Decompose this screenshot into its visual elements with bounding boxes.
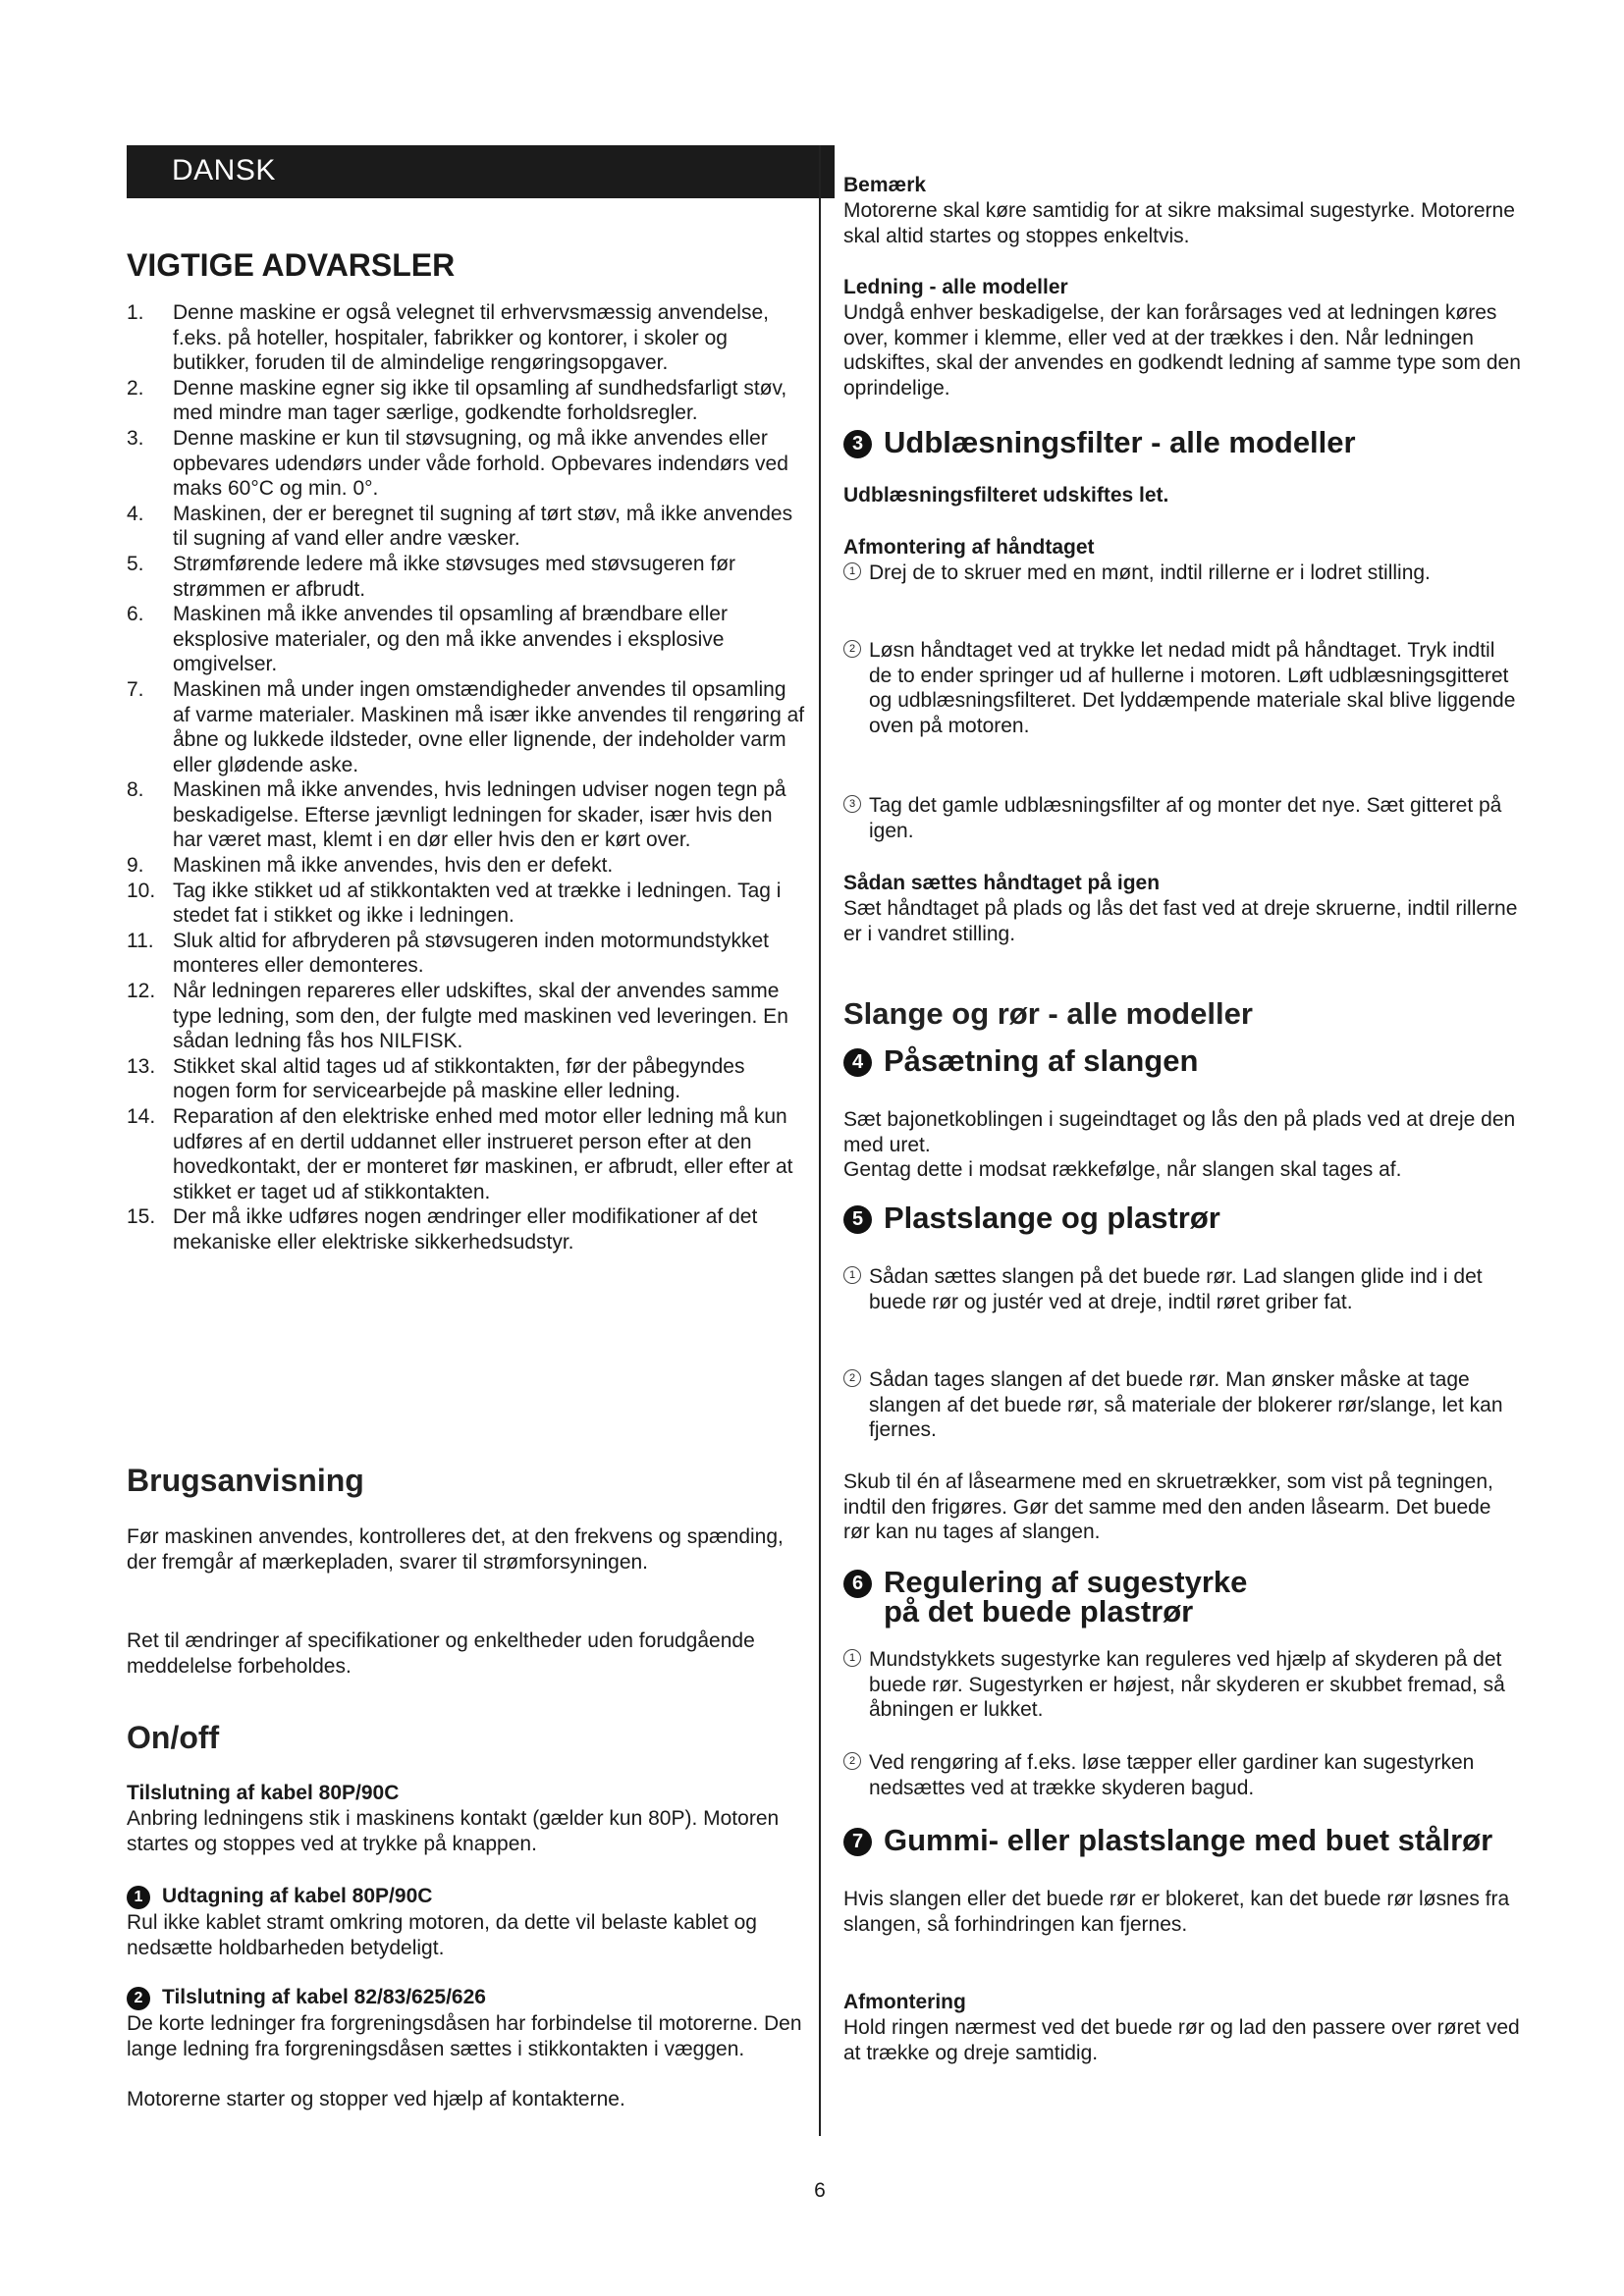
refit-text: Sæt håndtaget på plads og lås det fast ved at dreje skruerne, indtil rillerne er i vandret stilling. [843, 897, 1518, 945]
warning-item: 13. Stikket skal altid tages ud af stikkontakten, før der påbegyndes nogen form for servicearbejde på maskine eller ledning. [127, 1054, 745, 1103]
warning-item: 4. Maskinen, der er beregnet til sugning af tørt støv, må ikke anvendes til sugning af vand eller andre væsker. [127, 502, 793, 551]
refit-title: Sådan sættes håndtaget på igen [843, 872, 1161, 894]
section-5-title: 5 Plastslange og plastrør [843, 1203, 1220, 1234]
section-6-title: 6 Regulering af sugestyrke på det buede plastrør [843, 1569, 1247, 1626]
handle-step-3: 3 Tag det gamle udblæsningsfilter af og monter det nye. Sæt gitteret på igen. [843, 793, 1521, 843]
column-divider [819, 145, 821, 2136]
warning-item: 9. Maskinen må ikke anvendes, hvis den er defekt. [127, 854, 614, 878]
number-7-badge: 7 [843, 1828, 872, 1856]
dismount-text: Hold ringen nærmest ved det buede rør og lad den passere over røret ved at trække og dreje samtidig. [843, 2016, 1520, 2064]
step-number-circle: 3 [843, 795, 861, 813]
section-2-title: 2 Tilslutning af kabel 82/83/625/626 [127, 1985, 486, 2010]
handle-step-2: 2 Løsn håndtaget ved at trykke let nedad midt på håndtaget. Tryk indtil de to ender springer ud af hullerne i motoren. Løft udblæsningsgitteret og udblæsningsfilteret. Det lyddæmpende materiale skal blive liggende oven på motoren. [843, 638, 1521, 738]
onoff-title: On/off [127, 1720, 220, 1755]
warning-item: 2. Denne maskine egner sig ikke til opsamling af sundhedsfarligt støv, med mindre man tager særlige, godkendte forholdsregler. [127, 376, 787, 425]
usage-paragraph-2: Ret til ændringer af specifikationer og enkeltheder uden forudgående meddelelse forbeholdes. [127, 1629, 755, 1678]
cord-text: Undgå enhver beskadigelse, der kan forårsages ved at ledningen køres over, kommer i klemme, eller ved at der trækkes i den. Når ledningen udskiftes, skal der anvendes en godkendt ledning af samme type som den oprindelige. [843, 301, 1521, 400]
warning-item: 11. Sluk altid for afbryderen på støvsugeren inden motormundstykket monteres eller demonteres. [127, 929, 769, 978]
language-header-bar [127, 145, 835, 198]
section-7-title: 7 Gummi- eller plastslange med buet stålrør [843, 1826, 1492, 1856]
section-2-text-1: De korte ledninger fra forgreningsdåsen har forbindelse til motorerne. Den lange ledning fra forgreningsdåsen sættes i stikkontakten i væggen. [127, 2012, 802, 2060]
cord-title: Ledning - alle modeller [843, 276, 1068, 298]
hose-step-1: 1 Sådan sættes slangen på det buede rør. Lad slangen glide ind i det buede rør og justér ved at dreje, indtil røret griber fat. [843, 1264, 1521, 1314]
cable-80p-90c-text: Anbring ledningens stik i maskinens kontakt (gælder kun 80P). Motoren startes og stoppes ved at trykke på knappen. [127, 1807, 780, 1855]
warning-item: 10. Tag ikke stikket ud af stikkontakten ved at trække i ledningen. Tag i stedet fat i stikket og ikke i ledningen. [127, 879, 782, 928]
handle-removal-title: Afmontering af håndtaget [843, 536, 1095, 559]
warning-item: 3. Denne maskine er kun til støvsugning, og må ikke anvendes eller opbevares udendørs under våde forhold. Opbevares indendørs ved maks 60°C og min. 0°. [127, 426, 788, 501]
hose-section-title: Slange og rør - alle modeller [843, 996, 1253, 1031]
section-1-text: Rul ikke kablet stramt omkring motoren, da dette vil belaste kablet og nedsætte holdbarheden betydeligt. [127, 1911, 757, 1959]
number-5-badge: 5 [843, 1205, 872, 1234]
warning-item: 14. Reparation af den elektriske enhed med motor eller ledning må kun udføres af en dertil uddannet eller instrueret person efter at den hovedkontakt, der er monteret før maskinen, er afbrudt, eller efter at stikket er taget ud af stikkontakten. [127, 1105, 793, 1203]
section-5-text: Skub til én af låsearmene med en skruetrækker, som vist på tegningen, indtil den frigøres. Gør det samme med den anden låsearm. Det buede rør kan nu tages af slangen. [843, 1470, 1493, 1544]
dismount-title: Afmontering [843, 1991, 966, 2013]
number-2-badge: 2 [127, 1987, 150, 2010]
suction-step-1: 1 Mundstykkets sugestyrke kan reguleres ved hjælp af skyderen på det buede rør. Sugestyrken er højest, når skyderen er skubbet fremad, så åbningen er lukket. [843, 1647, 1521, 1723]
section-1-title: 1 Udtagning af kabel 80P/90C [127, 1884, 432, 1909]
step-number-circle: 1 [843, 1266, 861, 1284]
section-3-title: 3 Udblæsningsfilter - alle modeller [843, 428, 1356, 458]
handle-step-1: 1 Drej de to skruer med en mønt, indtil rillerne er i lodret stilling. [843, 561, 1521, 586]
warning-item: 8. Maskinen må ikke anvendes, hvis ledningen udviser nogen tegn på beskadigelse. Efterse jævnligt ledningen for skader, især hvis den har været mast, klemt i en dør eller hvis den er kørt over. [127, 778, 786, 852]
step-number-circle: 1 [843, 562, 861, 580]
step-number-circle: 2 [843, 1752, 861, 1770]
step-number-circle: 1 [843, 1649, 861, 1667]
warning-item: 7. Maskinen må under ingen omstændigheder anvendes til opsamling af varme materialer. Maskinen må især ikke anvendes til rengøring af åbne og lukkede ildsteder, ovne eller lignende, der indeholder varm eller glødende aske. [127, 677, 805, 776]
warnings-title: VIGTIGE ADVARSLER [127, 247, 456, 283]
step-number-circle: 2 [843, 640, 861, 658]
section-7-text: Hvis slangen eller det buede rør er blokeret, kan det buede rør løsnes fra slangen, så forhindringen kan fjernes. [843, 1888, 1510, 1936]
section-2-text-2: Motorerne starter og stopper ved hjælp af kontakterne. [127, 2088, 625, 2110]
warning-item: 6. Maskinen må ikke anvendes til opsamling af brændbare eller eksplosive materialer, og den må ikke anvendes i eksplosive omgivelser. [127, 603, 728, 676]
number-1-badge: 1 [127, 1886, 150, 1909]
section-3-lead: Udblæsningsfilteret udskiftes let. [843, 484, 1169, 507]
number-6-badge: 6 [843, 1570, 872, 1598]
usage-title: Brugsanvisning [127, 1463, 364, 1498]
warning-item: 12. Når ledningen repareres eller udskiftes, skal der anvendes samme type ledning, som den, der fulgte med maskinen ved leveringen. En sådan ledning fås hos NILFISK. [127, 980, 788, 1053]
warning-item: 15. Der må ikke udføres nogen ændringer eller modifikationer af det mekaniske eller elektriske sikkerhedsudstyr. [127, 1205, 758, 1254]
warnings-list [127, 300, 806, 1255]
section-4-text-1: Sæt bajonetkoblingen i sugeindtaget og lås den på plads ved at dreje den med uret. [843, 1108, 1516, 1156]
section-4-text-2: Gentag dette i modsat rækkefølge, når slangen skal tages af. [843, 1158, 1402, 1181]
note-title: Bemærk [843, 174, 927, 196]
suction-step-2: 2 Ved rengøring af f.eks. løse tæpper eller gardiner kan sugestyrken nedsættes ved at trække skyderen bagud. [843, 1750, 1521, 1800]
section-4-title: 4 Påsætning af slangen [843, 1046, 1198, 1077]
number-3-badge: 3 [843, 430, 872, 458]
language-label: DANSK [172, 154, 276, 187]
hose-step-2: 2 Sådan tages slangen af det buede rør. Man ønsker måske at tage slangen af det buede rør, så materiale der blokerer rør/slange, let kan fjernes. [843, 1367, 1521, 1443]
step-number-circle: 2 [843, 1369, 861, 1387]
note-text: Motorerne skal køre samtidig for at sikre maksimal sugestyrke. Motorerne skal altid startes og stoppes enkeltvis. [843, 199, 1515, 247]
cable-80p-90c-title: Tilslutning af kabel 80P/90C [127, 1782, 400, 1804]
page-number: 6 [814, 2179, 826, 2202]
number-4-badge: 4 [843, 1048, 872, 1077]
warning-item: 1. Denne maskine er også velegnet til erhvervsmæssig anvendelse, f.eks. på hoteller, hospitaler, fabrikker og kontorer, i skoler og butikker, foruden til de almindelige rengøringsopgaver. [127, 301, 769, 375]
warning-item: 5. Strømførende ledere må ikke støvsuges med støvsugeren før strømmen er afbrudt. [127, 552, 736, 601]
usage-paragraph-1: Før maskinen anvendes, kontrolleres det, at den frekvens og spænding, der fremgår af mærkepladen, svarer til strømforsyningen. [127, 1525, 784, 1574]
